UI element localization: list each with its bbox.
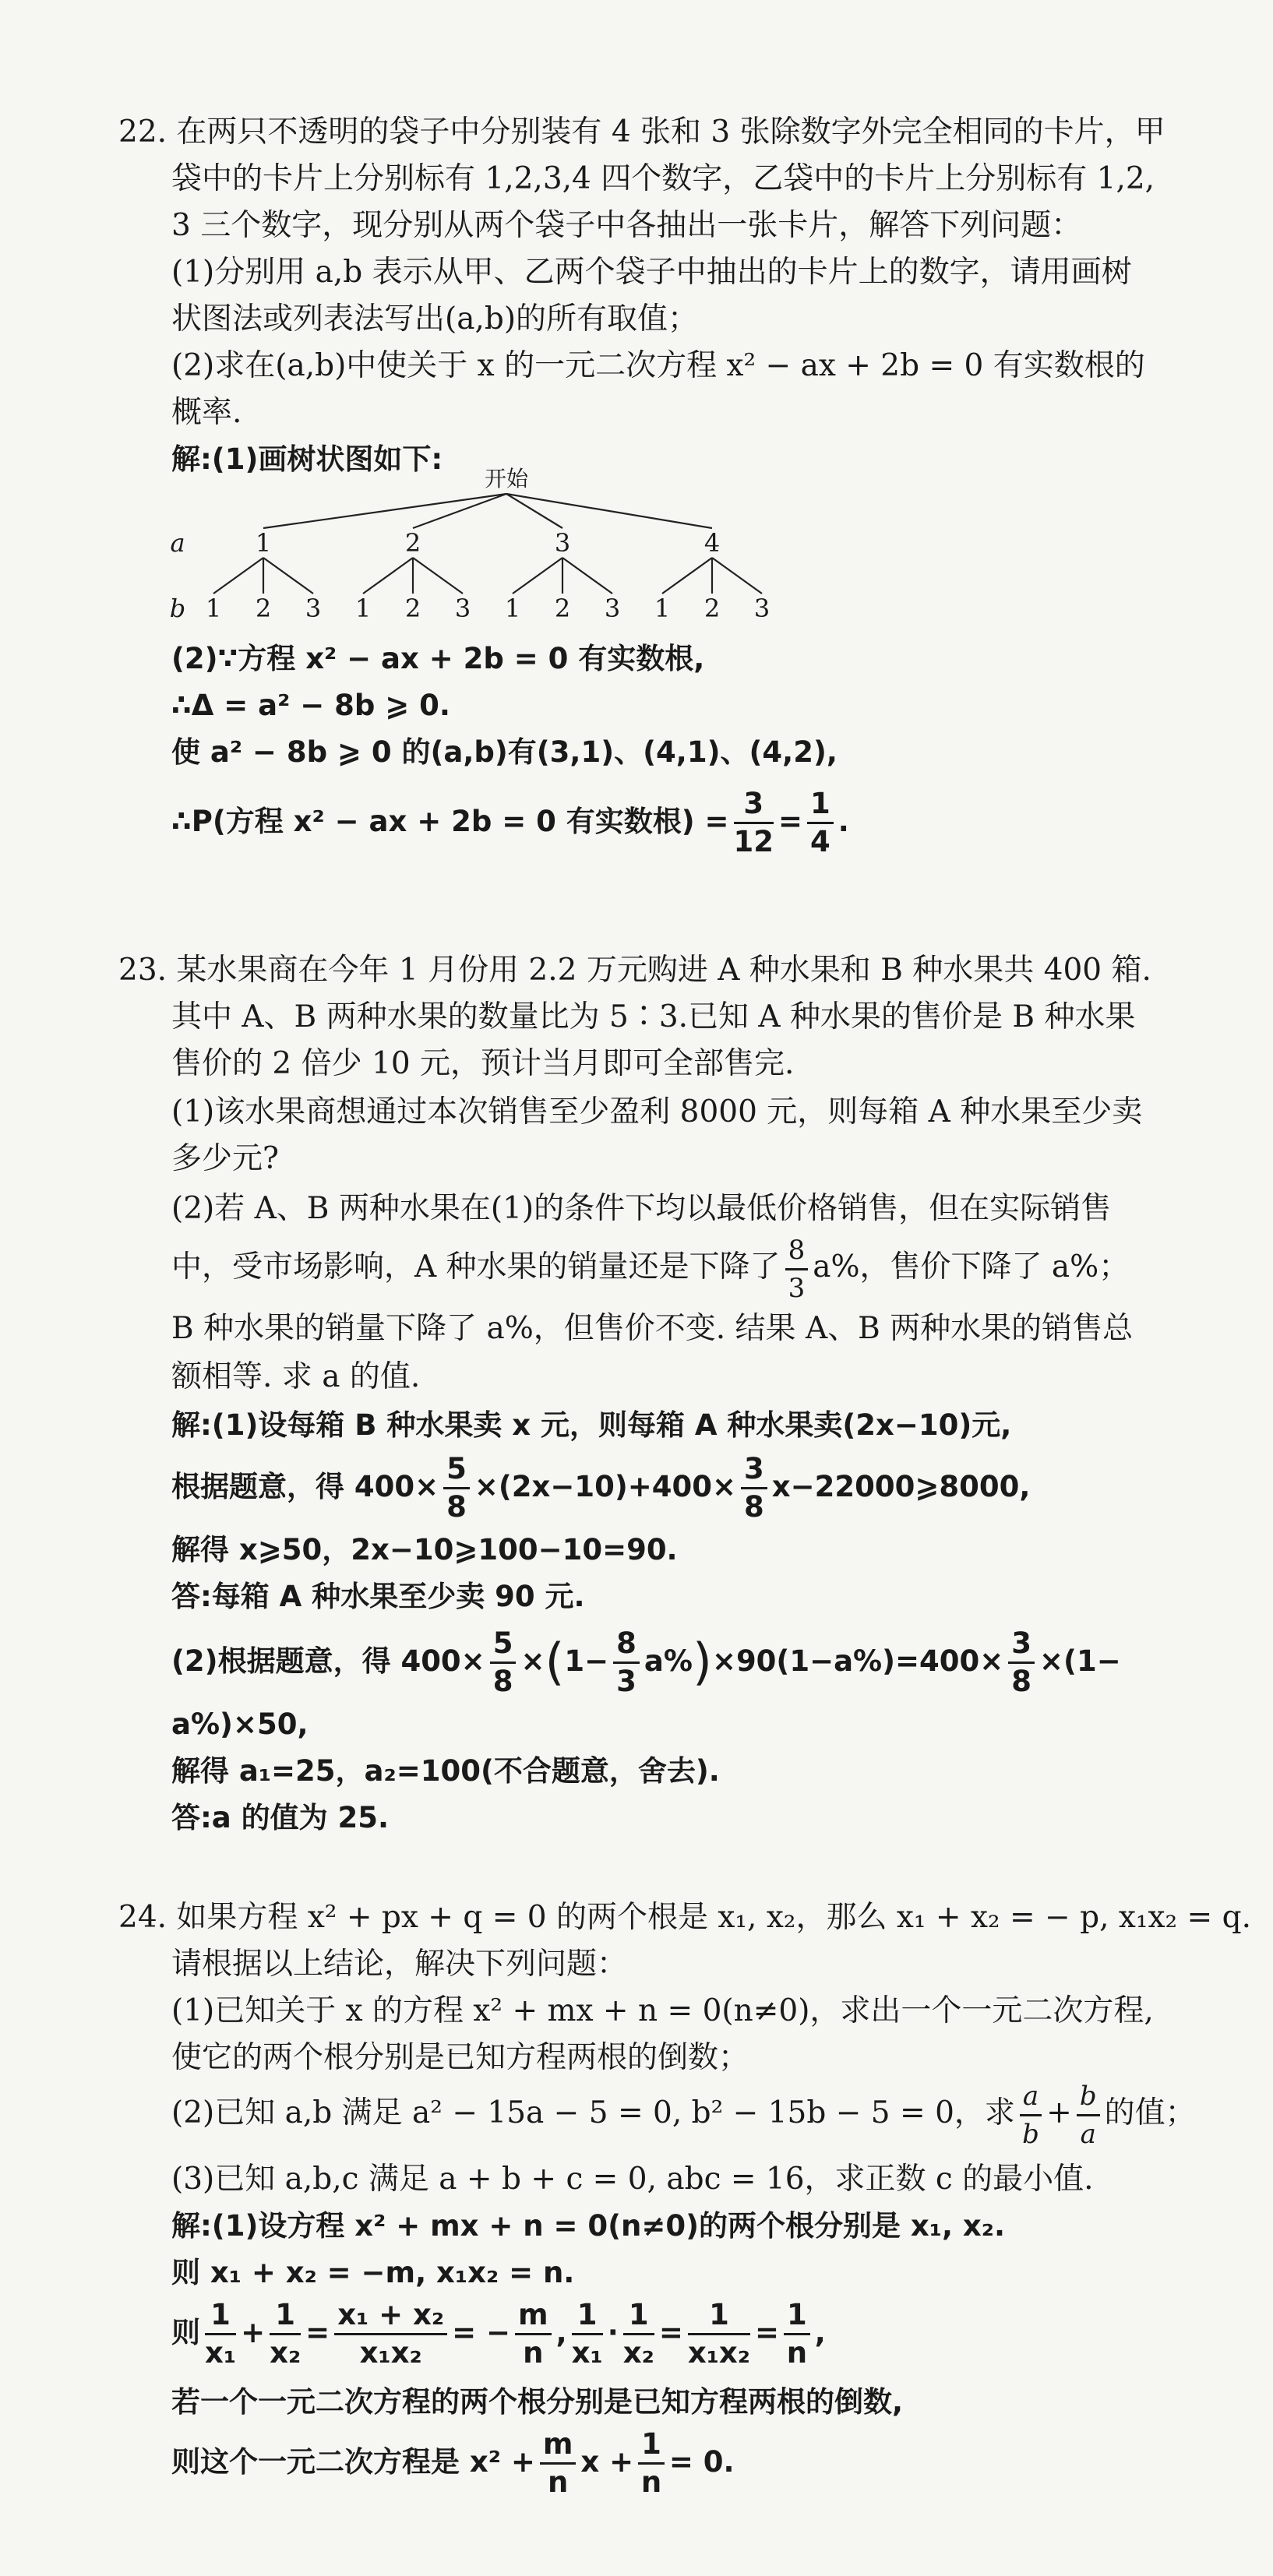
q22-solution-step-2: (2)∵方程 x² − ax + 2b = 0 有实数根, <box>171 642 705 675</box>
tree-b-value: 1 <box>504 594 521 623</box>
fraction-denominator: 12 <box>733 825 774 858</box>
text-span: a% <box>644 1644 693 1678</box>
fraction-sum-over-product <box>334 2297 447 2371</box>
fraction-denominator: x₁x₂ <box>359 2336 422 2370</box>
fraction-m-n <box>540 2426 577 2500</box>
comma: , <box>555 2316 567 2349</box>
q22-solution-step-5 <box>171 779 849 865</box>
fraction-numerator: 1 <box>807 786 834 824</box>
tree-a-value: 4 <box>704 528 721 558</box>
fraction-8-3 <box>785 1232 809 1306</box>
fraction-3-12 <box>734 786 774 860</box>
q24-problem-line-1: 24. 如果方程 x² + px + q = 0 的两个根是 x₁, x₂，那么 x₁ + x₂ = − p, x₁x₂ = q. <box>118 1900 1251 1935</box>
fraction-3-8 <box>1008 1626 1035 1700</box>
fraction-numerator: 1 <box>572 2297 603 2335</box>
q23-problem-line-3: 售价的 2 倍少 10 元，预计当月即可全部售完. <box>171 1046 795 1081</box>
fraction-denominator: 8 <box>446 1490 467 1524</box>
probability-expression: ∴P(方程 x² − ax + 2b = 0 有实数根) = <box>171 805 729 838</box>
q24-solution-step-2: 则 x₁ + x₂ = −m, x₁x₂ = n. <box>171 2256 575 2289</box>
tree-b-row-label: b <box>169 594 186 623</box>
tree-b-value: 2 <box>404 594 421 623</box>
fraction-numerator: x₁ + x₂ <box>334 2297 447 2335</box>
q24-solution-step-3 <box>171 2290 826 2376</box>
fraction-1-x2 <box>270 2297 301 2371</box>
fraction-numerator: m <box>540 2426 577 2465</box>
q22-solution-step-4: 使 a² − 8b ⩾ 0 的(a,b)有(3,1)、(4,1)、(4,2), <box>171 735 838 769</box>
equals-sign: = <box>778 805 803 838</box>
tree-branch <box>263 558 313 594</box>
tree-branch <box>263 494 506 528</box>
q24-part1-cont: 使它的两个根分别是已知方程两根的倒数； <box>171 2040 749 2075</box>
fraction-numerator: m <box>515 2297 552 2335</box>
plus-sign: + <box>1046 2095 1072 2130</box>
fraction-denominator: 3 <box>616 1665 636 1698</box>
tree-b-value: 1 <box>205 594 222 623</box>
fraction-numerator: 1 <box>205 2297 236 2335</box>
fraction-denominator: n <box>640 2465 662 2499</box>
fraction-numerator: 8 <box>785 1232 809 1270</box>
q24-part2 <box>171 2070 1196 2156</box>
fraction-1-4 <box>807 786 834 860</box>
fraction-b-a <box>1077 2078 1100 2152</box>
fraction-denominator: 8 <box>1011 1665 1032 1698</box>
tree-b-value: 2 <box>554 594 571 623</box>
q24-part3: (3)已知 a,b,c 满足 a + b + c = 0, abc = 16，求正数 c 的最小值. <box>171 2162 1094 2197</box>
right-paren: ) <box>692 1633 712 1692</box>
fraction-numerator: 5 <box>443 1451 470 1489</box>
fraction-denominator: x₂ <box>622 2336 654 2370</box>
fraction-1-n <box>784 2297 810 2371</box>
tree-branch <box>712 558 762 594</box>
text-span: (2)已知 a,b 满足 a² − 15a − 5 = 0, b² − 15b − 5 = 0，求 <box>171 2095 1015 2130</box>
tree-a-value: 1 <box>255 528 272 558</box>
text-span: 根据题意，得 400× <box>171 1470 439 1503</box>
fraction-1-n <box>638 2426 665 2500</box>
comma: , <box>814 2316 826 2349</box>
tree-b-value: 2 <box>255 594 272 623</box>
tree-b-value: 2 <box>704 594 721 623</box>
tree-b-value: 1 <box>354 594 372 623</box>
q23-part1-cont: 多少元? <box>171 1141 279 1176</box>
tree-branch <box>413 494 506 528</box>
tree-branch <box>213 558 263 594</box>
text-span: ×(2x−10)+400× <box>474 1470 737 1503</box>
fraction-numerator: 3 <box>734 786 774 824</box>
fraction-denominator: b <box>1022 2118 1039 2150</box>
fraction-numerator: 3 <box>741 1451 767 1489</box>
q22-part2: (2)求在(a,b)中使关于 x 的一元二次方程 x² − ax + 2b = 0 有实数根的 <box>171 348 1145 383</box>
text-span: 的值； <box>1104 2095 1196 2130</box>
text-span: ×90(1−a%)=400× <box>711 1644 1004 1678</box>
fraction-denominator: x₁ <box>205 2336 237 2370</box>
fraction-denominator: 8 <box>744 1490 764 1524</box>
fraction-denominator: 4 <box>810 825 830 858</box>
fraction-numerator: 1 <box>688 2297 750 2335</box>
fraction-5-8 <box>443 1451 470 1525</box>
q22-solution-step-3: ∴Δ = a² − 8b ⩾ 0. <box>171 689 450 722</box>
text-span: (2)根据题意，得 400× <box>171 1644 485 1678</box>
text-span: ×(1− <box>1039 1644 1121 1678</box>
fraction-a-b <box>1020 2078 1042 2152</box>
q23-part2: (2)若 A、B 两种水果在(1)的条件下均以最低价格销售，但在实际销售 <box>171 1191 1112 1226</box>
tree-a-row-label: a <box>170 528 185 558</box>
q23-solution-step-1: 解:(1)设每箱 B 种水果卖 x 元，则每箱 A 种水果卖(2x−10)元, <box>171 1408 1012 1442</box>
tree-branch <box>662 558 712 594</box>
q24-part1: (1)已知关于 x 的方程 x² + mx + n = 0(n≠0)，求出一个一元二次方程, <box>171 1993 1154 2028</box>
fraction-denominator: x₂ <box>270 2336 302 2370</box>
equals-sign: = − <box>452 2316 510 2349</box>
q22-problem-line-3: 3 三个数字，现分别从两个袋子中各抽出一张卡片，解答下列问题： <box>171 208 1082 243</box>
tree-a-value: 3 <box>554 528 571 558</box>
tree-branch <box>513 558 562 594</box>
q23-part2-line-4: 额相等. 求 a 的值. <box>171 1359 421 1394</box>
tree-branch <box>562 558 612 594</box>
tree-b-value: 1 <box>654 594 671 623</box>
q22-problem-line-2: 袋中的卡片上分别标有 1,2,3,4 四个数字，乙袋中的卡片上分别标有 1,2, <box>171 161 1155 196</box>
text-span: = 0. <box>668 2445 735 2479</box>
q23-problem-line-2: 其中 A、B 两种水果的数量比为 5∶3.已知 A 种水果的售价是 B 种水果 <box>171 999 1136 1034</box>
tree-b-value: 3 <box>604 594 621 623</box>
fraction-5-8 <box>490 1626 517 1700</box>
tree-b-value: 3 <box>454 594 471 623</box>
text-span: a%，售价下降了 a%； <box>813 1249 1130 1284</box>
fraction-1-x1x2 <box>688 2297 750 2371</box>
text-span: 则这个一元二次方程是 x² + <box>171 2445 535 2479</box>
q22-part1: (1)分别用 a,b 表示从甲、乙两个袋子中抽出的卡片上的数字，请用画树 <box>171 255 1132 290</box>
fraction-numerator: 1 <box>623 2297 654 2335</box>
text-span: 中，受市场影响，A 种水果的销量还是下降了 <box>171 1249 781 1284</box>
fraction-8-3 <box>613 1626 640 1700</box>
q23-solution-step-6: a%)×50, <box>171 1707 309 1741</box>
q22-part2-cont: 概率. <box>171 395 242 430</box>
q23-part2-cont <box>171 1225 1129 1310</box>
fraction-denominator: 8 <box>492 1665 513 1698</box>
period: . <box>838 805 849 838</box>
text-span: x + <box>580 2445 634 2479</box>
text-span: × <box>520 1644 545 1678</box>
fraction-1-x2 <box>623 2297 654 2371</box>
fraction-3-8 <box>741 1451 767 1525</box>
dot-operator: · <box>607 2316 619 2349</box>
q24-solution-step-5 <box>171 2419 735 2505</box>
q22-problem-line-1: 22. 在两只不透明的袋子中分别装有 4 张和 3 张除数字外完全相同的卡片，甲 <box>118 115 1165 150</box>
tree-b-value: 3 <box>753 594 770 623</box>
text-span: 则 <box>171 2316 200 2349</box>
fraction-m-n <box>515 2297 552 2371</box>
fraction-denominator: a <box>1080 2118 1096 2150</box>
tree-branch <box>363 558 413 594</box>
q23-answer-1: 答:每箱 A 种水果至少卖 90 元. <box>171 1580 585 1613</box>
tree-branch <box>413 558 463 594</box>
tree-a-value: 2 <box>404 528 421 558</box>
tree-branches <box>213 494 762 594</box>
tree-root-label: 开始 <box>484 467 529 492</box>
fraction-numerator: 3 <box>1008 1626 1035 1664</box>
q22-solution-heading: 解:(1)画树状图如下: <box>171 442 443 476</box>
q23-answer-2: 答:a 的值为 25. <box>171 1801 390 1834</box>
q23-part2-line-3: B 种水果的销量下降了 a%，但售价不变. 结果 A、B 两种水果的销售总 <box>171 1311 1134 1346</box>
fraction-numerator: 1 <box>638 2426 665 2465</box>
q24-problem-line-2: 请根据以上结论，解决下列问题： <box>171 1947 628 1982</box>
fraction-denominator: n <box>547 2465 569 2499</box>
q23-problem-line-1: 23. 某水果商在今年 1 月份用 2.2 万元购进 A 种水果和 B 种水果共 400 箱. <box>118 953 1151 988</box>
fraction-denominator: x₁ <box>571 2336 603 2370</box>
q24-solution-step-1: 解:(1)设方程 x² + mx + n = 0(n≠0)的两个根分别是 x₁, x₂. <box>171 2209 1006 2243</box>
fraction-numerator: a <box>1020 2078 1042 2116</box>
q23-solution-step-5 <box>171 1619 1121 1706</box>
tree-branch <box>506 494 712 528</box>
q23-solution-step-3: 解得 x⩾50，2x−10⩾100−10=90. <box>171 1533 678 1566</box>
q23-solution-step-7: 解得 a₁=25，a₂=100(不合题意，舍去). <box>171 1754 720 1788</box>
fraction-numerator: 1 <box>784 2297 810 2335</box>
fraction-1-x1 <box>572 2297 603 2371</box>
equals-sign: = <box>755 2316 780 2349</box>
q23-part1: (1)该水果商想通过本次销售至少盈利 8000 元，则每箱 A 种水果至少卖 <box>171 1094 1143 1129</box>
fraction-numerator: 1 <box>270 2297 301 2335</box>
q24-solution-step-4: 若一个一元二次方程的两个根分别是已知方程两根的倒数, <box>171 2385 904 2419</box>
q22-part1-cont: 状图法或列表法写出(a,b)的所有取值； <box>171 301 699 337</box>
text-span: 1− <box>564 1644 609 1678</box>
left-paren: ( <box>545 1633 565 1692</box>
fraction-denominator: 3 <box>788 1272 806 1304</box>
plus-sign: + <box>241 2316 266 2349</box>
fraction-numerator: 8 <box>613 1626 640 1664</box>
equals-sign: = <box>305 2316 330 2349</box>
q22-tree-diagram <box>156 467 841 647</box>
fraction-denominator: n <box>523 2336 544 2370</box>
q23-solution-step-2 <box>171 1444 1030 1530</box>
tree-b-value: 3 <box>305 594 322 623</box>
fraction-denominator: n <box>786 2336 808 2370</box>
fraction-denominator: x₁x₂ <box>687 2336 751 2370</box>
fraction-numerator: 5 <box>490 1626 517 1664</box>
fraction-1-x1 <box>205 2297 236 2371</box>
equals-sign: = <box>658 2316 683 2349</box>
text-span: x−22000⩾8000, <box>771 1470 1031 1503</box>
fraction-numerator: b <box>1077 2078 1100 2116</box>
